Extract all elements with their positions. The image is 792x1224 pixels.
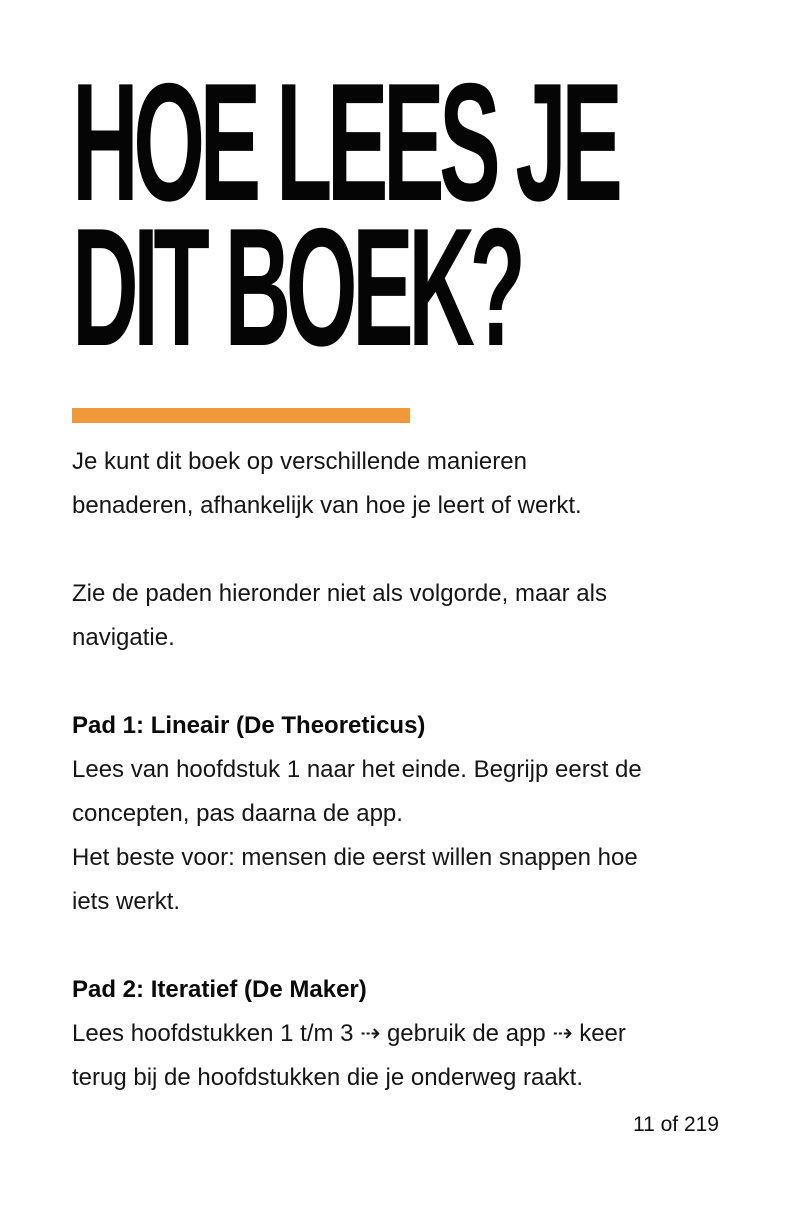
- path-2-heading: Pad 2: Iteratief (De Maker): [72, 976, 367, 1003]
- path-1-line-4: iets werkt.: [72, 888, 181, 915]
- intro-line-3: Zie de paden hieronder niet als volgorde, maar als: [72, 580, 607, 607]
- path-2-line-2: terug bij de hoofdstukken die je onderweg raakt.: [72, 1064, 583, 1091]
- intro-line-2: benaderen, afhankelijk van hoe je leert of werkt.: [72, 492, 582, 519]
- path-1-line-1: Lees van hoofdstuk 1 naar het einde. Begrijp eerst de: [72, 756, 642, 783]
- path-2-line-1: Lees hoofdstukken 1 t/m 3 ⇢ gebruik de app ⇢ keer: [72, 1020, 626, 1047]
- title-line-2: DIT BOEK?: [72, 193, 521, 381]
- page-content: [72, 48, 732, 1091]
- paragraph-spacer: [72, 528, 732, 572]
- intro-line-4: navigatie.: [72, 624, 175, 651]
- path-1-heading: Pad 1: Lineair (De Theoreticus): [72, 712, 426, 739]
- page-title: [72, 48, 618, 381]
- intro-line-1: Je kunt dit boek op verschillende manieren: [72, 448, 527, 475]
- title-underline-bar: [72, 408, 410, 423]
- path-1-line-3: Het beste voor: mensen die eerst willen snappen hoe: [72, 844, 638, 871]
- title-line-1: HOE LEES JE: [72, 48, 618, 236]
- page-number: 11 of 219: [632, 1113, 719, 1136]
- paragraph-spacer: [72, 660, 732, 704]
- path-1-line-2: concepten, pas daarna de app.: [72, 800, 403, 827]
- body-text: [72, 440, 732, 1100]
- paragraph-spacer: [72, 924, 732, 968]
